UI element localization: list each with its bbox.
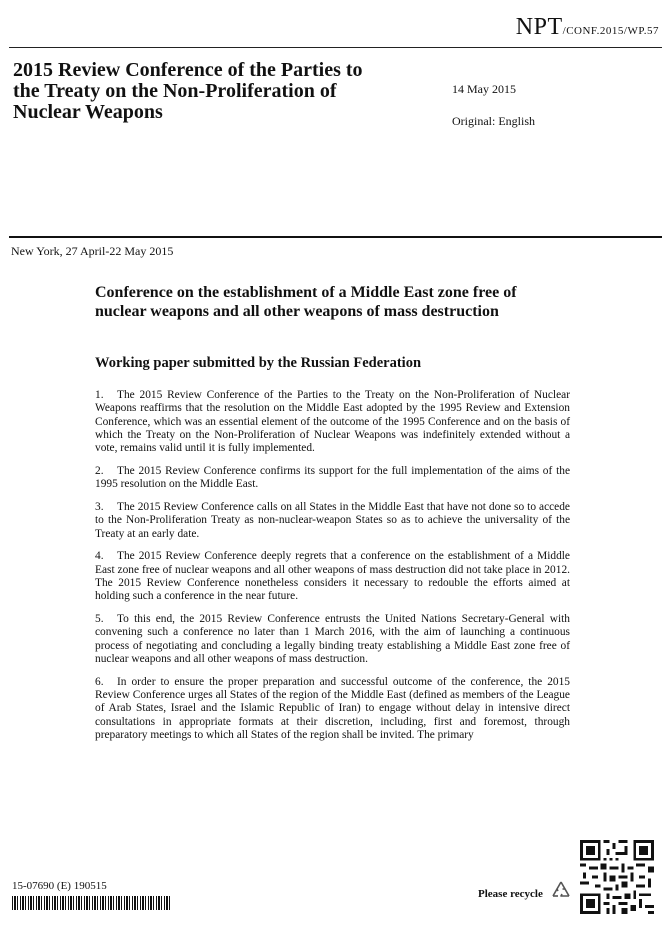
paragraph-number: 5. <box>95 613 104 626</box>
recycle-label: Please recycle <box>478 888 543 900</box>
header-divider <box>9 47 662 48</box>
place-dates: New York, 27 April-22 May 2015 <box>11 244 174 258</box>
paragraph-text: To this end, the 2015 Review Conference entrusts the United Nations Secretary-General with convening such a conference no later than 1 March 2016, with the aim of launching a continuous process of negotiating and concluding a legally binding treaty establishing a Middle East zone free of nuclear weapons and all other weapons of mass destruction. <box>95 613 570 666</box>
paragraph-number: 1. <box>95 389 104 401</box>
paragraph-text: The 2015 Review Conference of the Parties to the Treaty on the Non-Proliferation of Nuclear Weapons reaffirms that the resolution on the Middle East adopted by the 1995 Review and Extension Conference, which was an essential element of the outcome of the 1995 Conference and on the basis of which the Treaty on the Non-Proliferation of Nuclear Weapons was indefinitely extended without a vote, remains valid until it is fully implemented. <box>95 389 570 455</box>
paragraph <box>95 389 570 455</box>
paragraph <box>95 501 570 541</box>
paragraph-text: The 2015 Review Conference confirms its support for the full implementation of the aims of the 1995 resolution on the Middle East. <box>95 464 570 491</box>
paragraph-text: The 2015 Review Conference deeply regrets that a conference on the establishment of a Middle East zone free of nuclear weapons and all other weapons of mass destruction did not take place in 2012. The 2015 Review Conference nonetheless considers it necessary to redouble the efforts aimed at holding such a conference in the near future. <box>95 550 570 603</box>
paragraph-number: 4. <box>95 550 104 563</box>
document-body <box>95 389 570 752</box>
job-number: 15-07690 (E) 190515 <box>12 880 107 892</box>
document-subtitle: Working paper submitted by the Russian Federation <box>95 355 422 371</box>
document-title: Conference on the establishment of a Middle East zone free of nuclear weapons and all other weapons of mass destruction <box>95 284 517 320</box>
paragraph-text: In order to ensure the proper preparation and successful outcome of the conference, the 2015 Review Conference urges all States of the region of the Middle East (defined as members of the League of Arab States, Israel and the Islamic Republic of Iran) to engage without delay in intensive direct consultations in appropriate formats at their discretion, including, first and foremost, through preparatory meetings to which all States of the region shall be invited. The primary <box>95 675 570 742</box>
document-date: 14 May 2015 <box>452 82 516 96</box>
symbol-main: NPT <box>515 14 563 40</box>
barcode-icon <box>12 896 172 910</box>
recycle-icon <box>549 879 573 903</box>
paragraph <box>95 613 570 666</box>
paragraph-number: 6. <box>95 675 104 688</box>
paragraph <box>95 550 570 603</box>
paragraph-text: The 2015 Review Conference calls on all States in the Middle East that have not done so to accede to the Non-Proliferation Treaty as non-nuclear-weapon States so as to achieve the universality of the Treaty at an early date. <box>95 501 570 540</box>
conference-title: 2015 Review Conference of the Parties to the Treaty on the Non-Proliferation of Nuclear Weapons <box>13 59 363 123</box>
paragraph-number: 2. <box>95 464 104 477</box>
document-symbol <box>516 14 659 41</box>
qr-code-icon <box>580 840 654 914</box>
paragraph <box>95 465 570 492</box>
symbol-sub: /CONF.2015/WP.57 <box>562 25 659 37</box>
paragraph-number: 3. <box>95 501 104 514</box>
session-divider <box>9 236 662 238</box>
original-language: Original: English <box>452 114 535 128</box>
paragraph <box>95 676 570 742</box>
